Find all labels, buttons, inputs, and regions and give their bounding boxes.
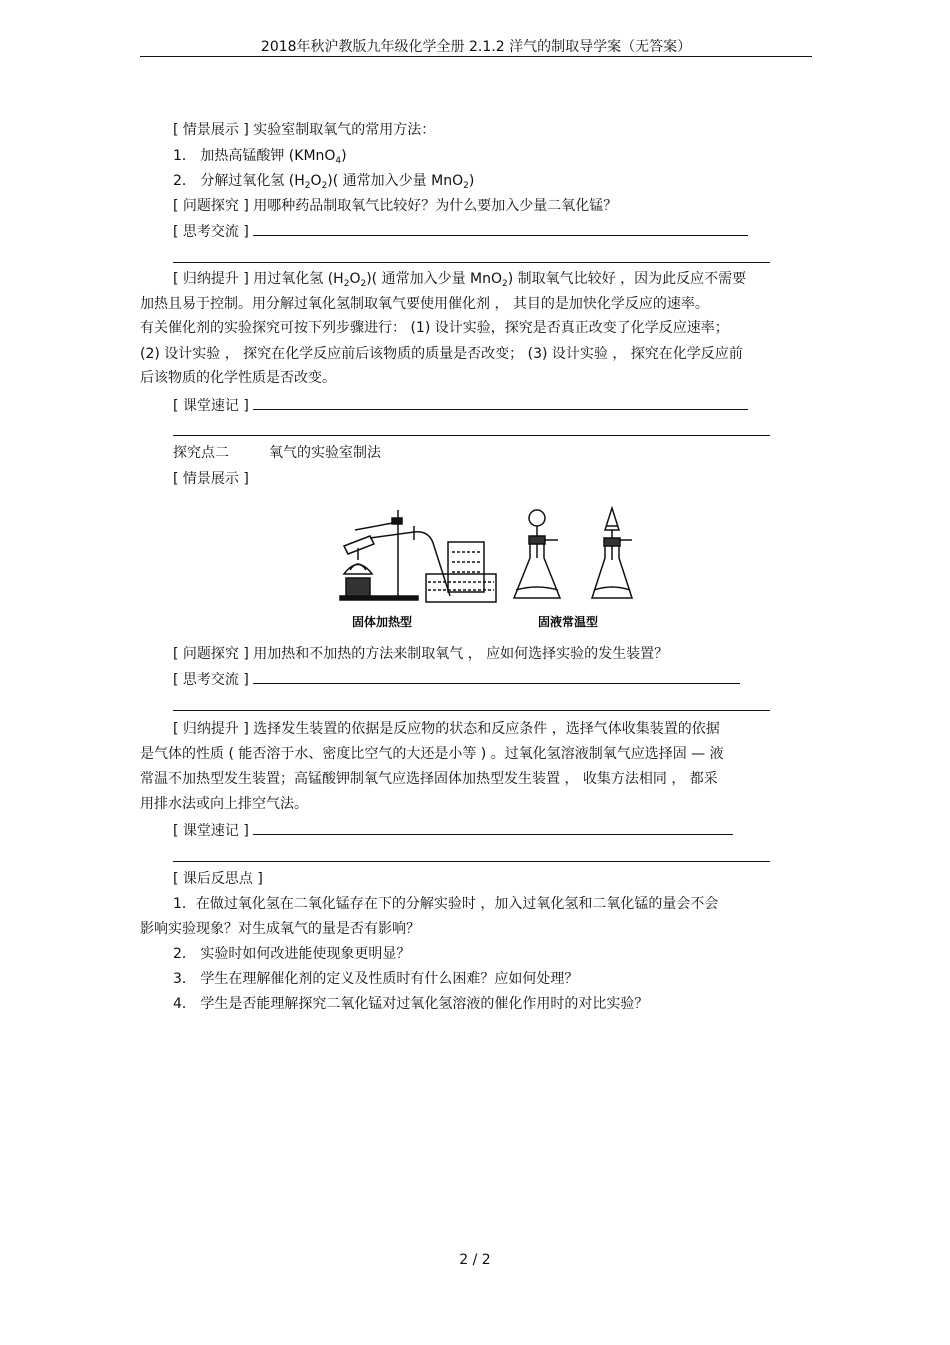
section-2-title [173, 443, 381, 463]
section-2-label: 探究点二 [173, 445, 229, 461]
summary-1-line-5: 后该物质的化学性质是否改变。 [140, 370, 336, 386]
method-1-end: ) [341, 148, 347, 164]
solid-liquid-apparatus-2 [592, 508, 632, 598]
method-2-sub-2: 2 [321, 181, 328, 191]
method-2-sub-1: 2 [304, 181, 311, 191]
figure-label-solid-heating: 固体加热型 [351, 615, 413, 629]
question-2: [ 问题探究 ] 用加热和不加热的方法来制取氧气 ， 应如何选择实验的发生装置？ [173, 646, 669, 662]
notes-2 [173, 820, 733, 841]
summary-1-line-3: 有关催化剂的实验探究可按下列步骤进行： (1) 设计实验，探究是否真正改变了化学反应速率； [140, 320, 729, 336]
summary-2-line-2: 是气体的性质 ( 能否溶于水、密度比空气的大还是小等 ) 。过氧化氢溶液制氧气应选择固 — 液 [140, 746, 724, 762]
notes-2-rule[interactable] [173, 861, 770, 862]
think-2-rule[interactable] [173, 710, 770, 711]
summary-1-s3: 2 [502, 279, 508, 289]
think-1-label: [ 思考交流 ] [173, 224, 249, 240]
method-2-sub-3: 2 [463, 181, 469, 191]
header-rule [140, 56, 812, 57]
reflection-q4: 4． 学生是否能理解探究二氧化锰对过氧化氢溶液的催化作用时的对比实验？ [173, 996, 649, 1012]
think-2-blank[interactable] [253, 669, 740, 684]
apparatus-drawing [330, 500, 660, 635]
summary-2-line-3: 常温不加热型发生装置；高锰酸钾制氧气应选择固体加热型发生装置 ， 收集方法相同 ， 都采 [140, 771, 718, 787]
summary-1-t2: O [349, 271, 361, 287]
notes-2-blank[interactable] [253, 820, 733, 835]
method-1 [173, 146, 347, 168]
think-1 [173, 221, 748, 242]
think-1-blank[interactable] [253, 221, 748, 236]
summary-1-t3: )( 通常加入少量 MnO [366, 271, 503, 287]
reflection-q1-line-1: 1．在做过氧化氢在二氧化锰存在下的分解实验时 ，加入过氧化氢和二氧化锰的量会不会 [173, 896, 719, 912]
solid-heating-apparatus [340, 510, 496, 602]
think-1-rule[interactable] [173, 262, 770, 263]
summary-1-s2: 2 [360, 279, 367, 289]
reflection-q2: 2． 实验时如何改进能使现象更明显？ [173, 946, 411, 962]
method-1-subscript: 4 [335, 156, 342, 166]
summary-1-t4: ) 制取氧气比较好 ，因为此反应不需要 [507, 271, 747, 287]
notes-1-blank[interactable] [253, 395, 748, 410]
summary-2-line-4: 用排水法或向上排空气法。 [140, 796, 308, 812]
summary-1-t1: [ 归纳提升 ] 用过氧化氢 (H [173, 271, 344, 287]
question-1: [ 问题探究 ] 用哪种药品制取氧气比较好？为什么要加入少量二氧化锰？ [173, 198, 618, 214]
notes-1-label: [ 课堂速记 ] [173, 398, 249, 414]
method-2 [173, 171, 474, 193]
scene-display-2: [ 情景展示 ] [173, 471, 249, 487]
scene-display-1: [ 情景展示 ] 实验室制取氧气的常用方法： [173, 122, 436, 138]
notes-1 [173, 395, 748, 416]
figure-label-solid-liquid: 固液常温型 [537, 615, 599, 629]
reflection-q3: 3． 学生在理解催化剂的定义及性质时有什么困难？应如何处理？ [173, 971, 579, 987]
method-2-text: 2． 分解过氧化氢 (H [173, 173, 305, 189]
notes-1-rule[interactable] [173, 435, 770, 436]
page-header: 2018年秋沪教版九年级化学全册 2.1.2 洋气的制取导学案（无答案） [260, 39, 692, 55]
page-number: 2 / 2 [459, 1252, 491, 1268]
apparatus-figure [330, 500, 660, 635]
solid-liquid-apparatus-1 [514, 510, 560, 598]
think-2 [173, 669, 740, 690]
method-1-text: 1． 加热高锰酸钾 (KMnO [173, 148, 336, 164]
method-2-text-2: )( 通常加入少量 MnO [327, 173, 464, 189]
summary-1-line-1 [173, 269, 746, 291]
summary-2-line-1: [ 归纳提升 ] 选择发生装置的依据是反应物的状态和反应条件 ，选择气体收集装置的依据 [173, 721, 720, 737]
method-2-o: O [310, 173, 322, 189]
summary-1-line-2: 加热且易于控制。用分解过氧化氢制取氧气要使用催化剂 ， 其目的是加快化学反应的速率。 [140, 296, 709, 312]
reflection-q1-line-2: 影响实验现象？对生成氧气的量是否有影响？ [140, 921, 420, 937]
method-2-end: ) [468, 173, 475, 189]
summary-1-line-4: (2) 设计实验 ， 探究在化学反应前后该物质的质量是否改变； (3) 设计实验 ， 探究在化学反应前 [140, 346, 743, 362]
think-2-label: [ 思考交流 ] [173, 672, 249, 688]
reflection-title: [ 课后反思点 ] [173, 871, 263, 887]
section-2-heading: 氧气的实验室制法 [269, 445, 381, 461]
notes-2-label: [ 课堂速记 ] [173, 823, 249, 839]
summary-1-s1: 2 [343, 279, 350, 289]
